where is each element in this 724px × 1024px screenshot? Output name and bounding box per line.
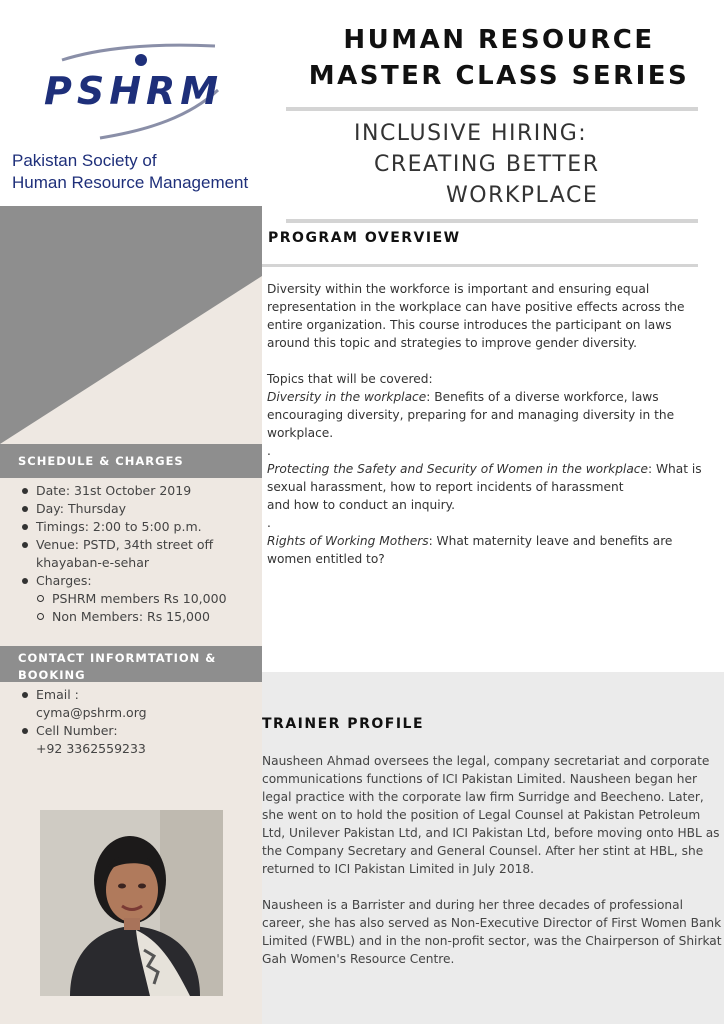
schedule-timings: Timings: 2:00 to 5:00 p.m. — [20, 518, 260, 536]
trainer-portrait-illustration — [40, 810, 223, 996]
email-label: Email : — [36, 687, 79, 702]
overview-body — [267, 280, 717, 568]
topic-desc: : Benefits of a diverse workforce, laws encouraging diversity, preparing for and managing diversity in the workplace. — [267, 390, 675, 440]
topic-item — [267, 460, 717, 496]
cell-label: Cell Number: — [36, 723, 118, 738]
charges-list — [36, 590, 260, 626]
charge-members: PSHRM members Rs 10,000 — [36, 590, 260, 608]
trainer-para1: Nausheen Ahmad oversees the legal, company secretariat and corporate communications functions of ICI Pakistan Limited. Nausheen began her legal practice with the corporate law firm Surridge and Beecheno. Later, she went on to hold the position of Legal Counsel at Pakistan Petroleum Ltd, Unilever Pakistan Ltd, and ICI Pakistan Ltd, before moving onto HBL as the Company Secretary and General Counsel. After her stint at HBL, she returned to ICI Pakistan Limited in July 2018. — [262, 754, 720, 876]
divider-overview — [262, 264, 698, 267]
cell-value[interactable]: +92 3362559233 — [36, 741, 146, 756]
trainer-heading: TRAINER PROFILE — [262, 716, 425, 732]
contact-list — [20, 686, 260, 758]
course-title-line3: WORKPLACE — [446, 183, 599, 208]
email-value[interactable]: cyma@pshrm.org — [36, 705, 147, 720]
schedule-day: Day: Thursday — [20, 500, 260, 518]
schedule-venue: Venue: PSTD, 34th street off khayaban-e-sehar — [20, 536, 260, 572]
topic-desc: : What maternity leave and benefits are women entitled to? — [267, 534, 673, 566]
charges-label: Charges: — [36, 573, 92, 588]
topics-intro: Topics that will be covered: — [267, 372, 433, 386]
schedule-charges — [20, 572, 260, 626]
course-title-line2: CREATING BETTER — [374, 152, 600, 177]
topic-desc-continued: and how to conduct an inquiry. — [267, 498, 456, 512]
trainer-photo — [40, 810, 223, 996]
schedule-heading: SCHEDULE & CHARGES — [0, 444, 262, 478]
topic-separator: . — [267, 444, 271, 458]
pshrm-logo — [40, 38, 230, 148]
logo-wordmark: PSHRM — [44, 69, 224, 113]
logo-subtitle — [12, 150, 248, 194]
topic-desc: : What is sexual harassment, how to report incidents of harassment — [267, 462, 702, 494]
trainer-para2: Nausheen is a Barrister and during her three decades of professional career, she has also served as Non-Executive Director of First Women Bank Limited (FWBL) and in the non-profit sector, was the Chairperson of Shirkat Gah Women's Resource Centre. — [262, 898, 722, 966]
course-title — [286, 118, 698, 211]
title-line2: MASTER CLASS SERIES — [308, 61, 690, 91]
topic-item — [267, 388, 717, 442]
left-sidebar — [0, 0, 262, 1024]
schedule-list — [20, 482, 260, 626]
trainer-body — [262, 752, 722, 968]
topic-separator: . — [267, 516, 271, 530]
course-title-line1: INCLUSIVE HIRING: — [354, 121, 588, 146]
title-line1: HUMAN RESOURCE — [343, 25, 655, 55]
contact-email — [20, 686, 260, 722]
overview-heading: PROGRAM OVERVIEW — [268, 230, 461, 246]
logo-area — [0, 0, 262, 206]
topic-item — [267, 532, 717, 568]
logo-subtitle-line2: Human Resource Management — [12, 173, 249, 192]
topic-title: Rights of Working Mothers — [267, 534, 429, 548]
topic-title: Protecting the Safety and Security of Women in the workplace — [267, 462, 648, 476]
topic-title: Diversity in the workplace — [267, 390, 427, 404]
charge-non-members: Non Members: Rs 15,000 — [36, 608, 260, 626]
schedule-date: Date: 31st October 2019 — [20, 482, 260, 500]
overview-intro: Diversity within the workforce is important and ensuring equal representation in the workplace can have positive effects across the entire organization. This course introduces the participant on laws around this topic and strategies to improve gender diversity. — [267, 282, 685, 350]
page-title — [284, 22, 714, 94]
decorative-triangle — [0, 206, 262, 444]
contact-heading: CONTACT INFORMTATION & BOOKING — [0, 646, 262, 682]
logo-subtitle-line1: Pakistan Society of — [12, 151, 157, 170]
divider-top — [286, 107, 698, 111]
divider-middle — [286, 219, 698, 223]
contact-cell — [20, 722, 260, 758]
